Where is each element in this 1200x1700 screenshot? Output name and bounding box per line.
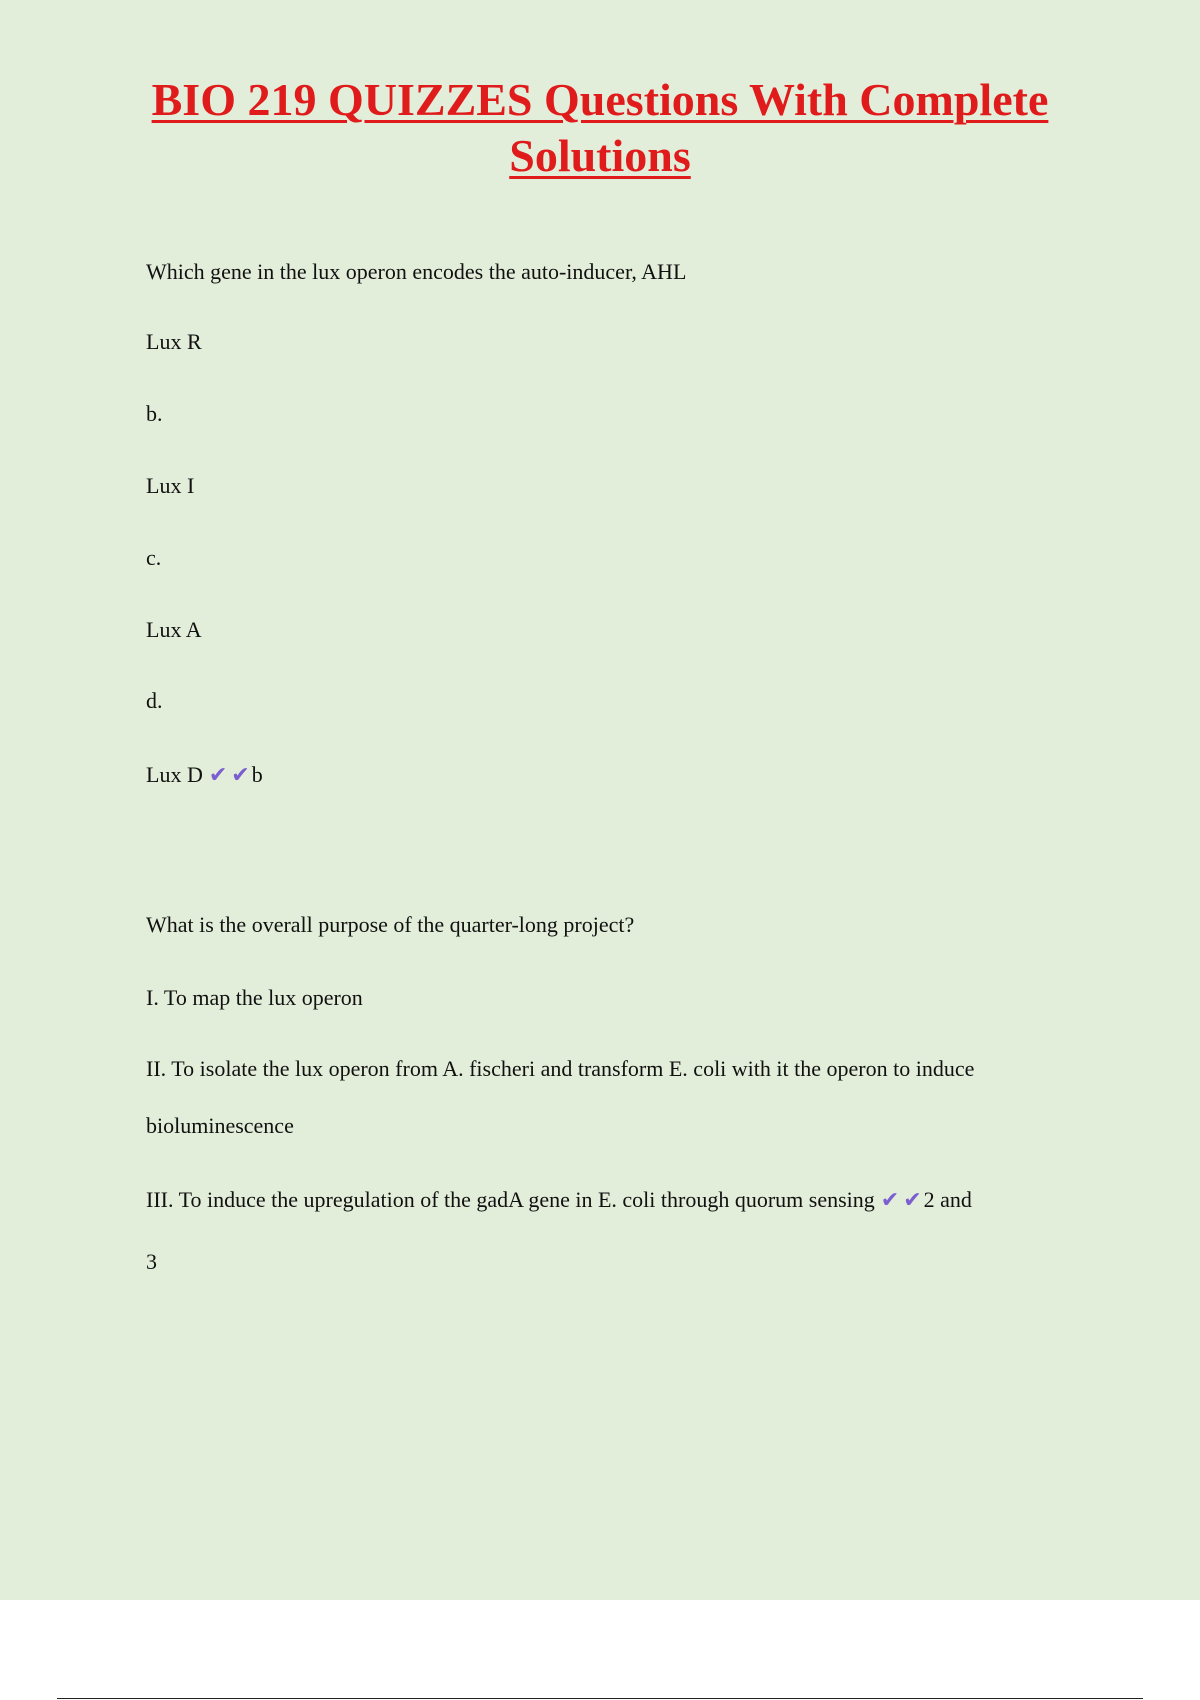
question-1-answer: b	[251, 762, 263, 787]
question-1-option-a: Lux R	[146, 329, 202, 354]
check-icon: ✔	[903, 1188, 922, 1213]
check-icon: ✔	[231, 763, 250, 788]
question-1-option-b-letter: b.	[146, 401, 163, 426]
question-1-option-c: Lux A	[146, 617, 202, 642]
check-icon: ✔	[208, 763, 228, 788]
question-1-option-d: Lux D	[146, 762, 203, 787]
question-1-option-d-line	[146, 761, 263, 790]
question-2-statement-1: I. To map the lux operon	[146, 985, 363, 1010]
check-icon: ✔	[880, 1188, 900, 1213]
footer-divider	[57, 1698, 1143, 1699]
question-2-statement-2-continued: bioluminescence	[146, 1113, 294, 1138]
question-2-statement-2: II. To isolate the lux operon from A. fischeri and transform E. coli with it the operon to induce	[146, 1056, 975, 1081]
question-1-text: Which gene in the lux operon encodes the auto-inducer, AHL	[146, 259, 687, 284]
question-2-answer: 2 and	[923, 1187, 972, 1212]
document-title: BIO 219 QUIZZES Questions With Complete Solutions	[151, 74, 1049, 181]
question-1-option-b: Lux I	[146, 473, 195, 498]
question-2-statement-3-line	[146, 1186, 972, 1215]
question-2-answer-continued: 3	[146, 1249, 157, 1274]
question-2-text: What is the overall purpose of the quarter-long project?	[146, 912, 635, 937]
question-1-option-c-letter: c.	[146, 545, 162, 570]
question-2-statement-3: III. To induce the upregulation of the gadA gene in E. coli through quorum sensing	[146, 1187, 875, 1212]
question-1-option-d-letter: d.	[146, 688, 163, 713]
